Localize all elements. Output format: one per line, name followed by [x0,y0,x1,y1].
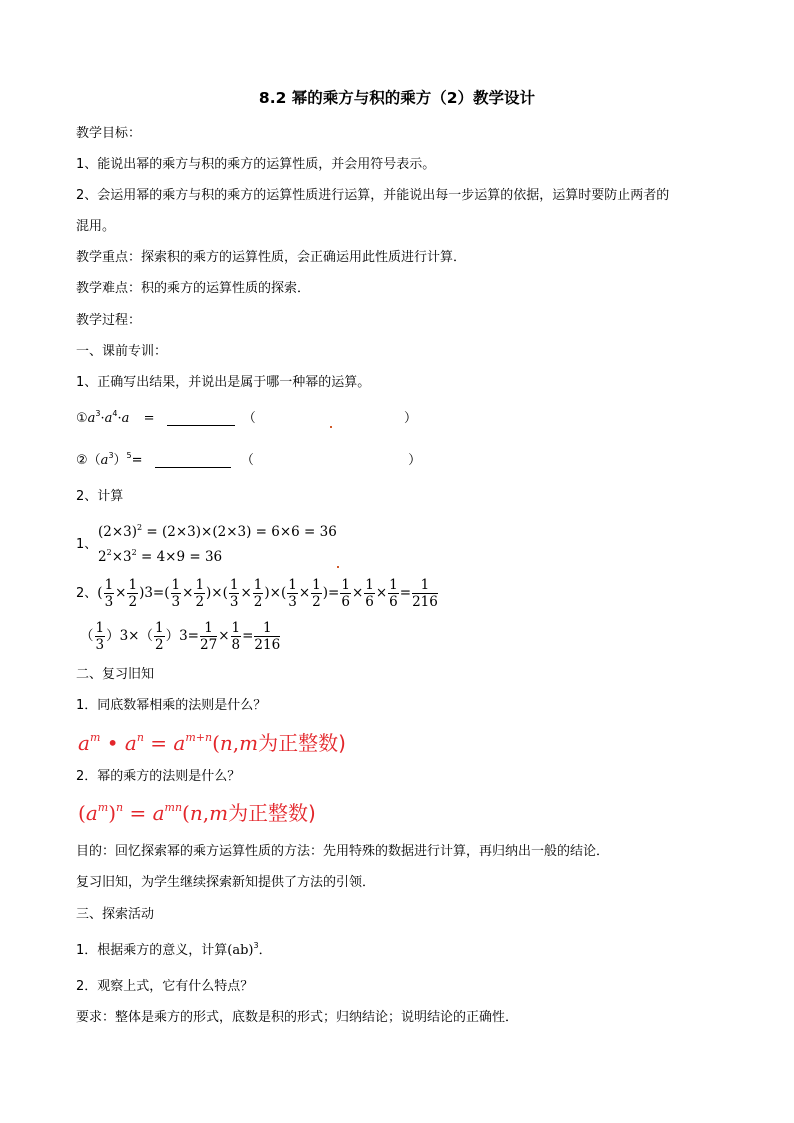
requirement: 要求：整体是乘方的形式，底数是积的形式；归纳结论；说明结论的正确性． [76,1010,519,1025]
fraction: $\frac{1}{3}$ [104,577,114,610]
calc3-line: （ $\frac{1}{3}$ ） 3× （ $\frac{1}{2}$ ） 3= $\frac{1}{27}$ × $\frac{1}{8}$ = $\frac{1}{216}$ [80,620,281,653]
fraction: $\frac{1}{3}$ [229,577,239,610]
expression: (ab) [227,943,254,958]
rule-product-of-powers: $a^m$ • $a^n = a^{m+n}(n,m$为正整数) [78,731,346,755]
process-heading: 教学过程： [76,313,142,328]
objective-item-2: 2、会运用幂的乘方与积的乘方的运算性质进行运算，并能说出每一步运算的依据，运算时要防止两者的 [76,188,670,203]
rule2-condition: 为正整数) [228,801,316,825]
circle-number-2: ② [76,453,88,468]
review-note: 复习旧知，为学生继续探索新知提供了方法的引领． [76,875,376,890]
calc1-term: (2×3) [98,524,138,540]
fraction: $\frac{1}{2}$ [195,577,205,610]
part3-heading: 三、探索活动 [76,907,155,922]
purpose: 目的：回忆探索幂的乘方运算性质的方法：先用特殊的数据进行计算，再归纳出一般的结论． [76,844,610,859]
calc3-power: 3= [179,627,199,644]
paren-close: ） [404,411,418,426]
objective-item-1: 1、能说出幂的乘方与积的乘方的运算性质，并会用符号表示。 [76,157,436,172]
part1-heading: 一、课前专训： [76,344,168,359]
fraction: $\frac{1}{6}$ [365,577,374,610]
page-title: 8.2 幂的乘方与积的乘方（2）教学设计 [258,89,536,107]
question-text: 1．根据乘方的意义，计算 [76,943,228,958]
base-a: a [121,411,130,426]
exponent: 4 [112,409,118,418]
circle-number-1: ① [76,411,88,426]
rule-power-of-power: $(a^m)^n = a^{mn}(n,m$为正整数) [78,801,316,825]
fraction: $\frac{1}{2}$ [155,620,164,653]
fraction-result: $\frac{1}{216}$ [254,620,281,653]
part2-heading: 二、复习旧知 [76,667,155,682]
exponent: 2 [137,523,143,532]
fraction: $\frac{1}{6}$ [341,577,350,610]
calc3-power: 3× [119,627,140,644]
fraction: $\frac{1}{2}$ [253,577,263,610]
exponent: 5 [126,451,132,460]
calc1-line-1 [98,523,337,540]
exponent: 3 [253,941,259,950]
calc2-label: 2、 [76,586,98,601]
fraction-result: $\frac{1}{216}$ [412,577,438,610]
part3-question-1 [76,941,272,958]
calc1-term: 2 [98,549,107,565]
paren-open: （ [87,453,101,468]
paren-close: ） [113,453,127,468]
paren-close: ） [408,453,422,468]
fraction: $\frac{1}{2}$ [312,577,321,610]
calc1-expansion: = (2×3)×(2×3) = 6×6 = 36 [142,524,337,540]
key-point: 教学重点：探索积的乘方的运算性质，会正确运用此性质进行计算． [76,250,467,265]
answer-blank-b[interactable] [155,454,231,468]
equals-sign: = [143,411,155,426]
rule1-condition: 为正整数) [258,731,346,755]
fraction: $\frac{1}{6}$ [389,577,398,610]
base-a: a [100,453,109,468]
exercise-line-a [76,409,418,426]
part2-question-2: 2．幂的乘方的法则是什么？ [76,769,241,784]
part2-question-1: 1．同底数幂相乘的法则是什么？ [76,698,267,713]
answer-blank-a[interactable] [167,412,235,426]
exponent: 3 [108,451,114,460]
paren-open: （ [240,453,254,468]
calc1-label: 1、 [76,537,98,552]
base-a: a [87,411,96,426]
fraction: $\frac{1}{2}$ [128,577,138,610]
part1-question-1: 1、正确写出结果，并说出是属于哪一种幂的运算。 [76,375,371,390]
part3-question-2: 2．观察上式，它有什么特点？ [76,979,254,994]
calc2-power: 3= [144,584,165,601]
difficulty: 教学难点：积的乘方的运算性质的探索． [76,281,311,296]
exponent: 3 [95,409,101,418]
fraction: $\frac{1}{3}$ [288,577,297,610]
exponent: 2 [131,548,137,557]
fraction: $\frac{1}{27}$ [200,620,218,653]
calc1-result: = 4×9 = 36 [136,549,223,565]
equals-sign: = [131,453,143,468]
stray-mark [330,426,332,428]
fraction: $\frac{1}{8}$ [231,620,241,653]
calc1-term: ×3 [111,549,132,565]
period: ． [258,943,272,958]
dot-operator: · [117,411,122,426]
exercise-line-b [76,451,422,468]
fraction: $\frac{1}{3}$ [171,577,181,610]
paren-open: （ [242,411,256,426]
objective-item-2-continued: 混用。 [76,219,116,234]
part1-question-2: 2、计算 [76,489,124,504]
stray-mark [337,566,339,568]
base-a: a [104,411,113,426]
calc1-line-2 [98,548,223,565]
dot-operator: · [100,411,105,426]
calc2-line: 2、 ( $\frac{1}{3}$ × $\frac{1}{2}$ ) 3= ( $\frac{1}{3}$ × $\frac{1}{2}$ )×( $\frac{1}{3}$ × $\frac{1}{2}$ )×( $\frac{1}{3}$ × $\frac{1}{2}$ )= $\frac{1}{6}$ × $\frac{1}{6}$ × $\frac{1}{6}$ = $\frac{1}{216}$ [76,577,438,610]
exponent: 2 [106,548,112,557]
objectives-heading: 教学目标： [76,126,142,141]
fraction: $\frac{1}{3}$ [95,620,105,653]
